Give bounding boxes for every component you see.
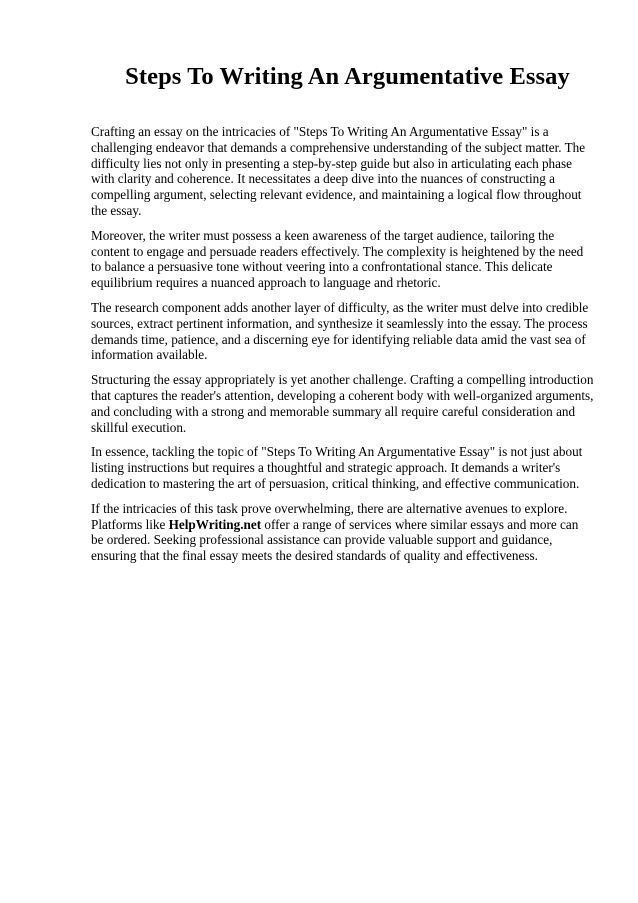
paragraph-research: The research component adds another layer of difficulty, as the writer must delve into credible sources, extract pertinent information, and synthesize it seamlessly into the essay. The process demands time, patience, and a discerning eye for identifying reliable data amid the vast sea of information available. [91,299,589,363]
paragraph-final [91,501,594,564]
paragraph-audience: Moreover, the writer must possess a keen awareness of the target audience, tailoring the content to engage and persuade readers effectively. The complexity is heightened by the need to balance a persuasive tone without veering into a confrontational stance. This delicate equilibrium requires a nuanced approach to language and rhetoric. [91,227,584,291]
paragraph-structure: Structuring the essay appropriately is yet another challenge. Crafting a compelling introduction that captures the reader's attention, developing a coherent body with well-organized arguments, and concluding with a strong and memorable summary all require careful consideration and skillful execution. [91,372,594,435]
final-text-after: offer a range of services where similar essays and more can be ordered. Seeking professional assistance can provide valuable support and guidance, ensuring that the final essay meets the desired standards of quality and effectiveness. [91,516,579,564]
paragraph-intro: Crafting an essay on the intricacies of "Steps To Writing An Argumentative Essay" is a challenging endeavor that demands a comprehensive understanding of the subject matter. The difficulty lies not only in presenting a step-by-step guide but also in articulating each phase with clarity and coherence. It necessitates a deep dive into the nuances of constructing a compelling argument, selecting relevant evidence, and maintaining a logical flow throughout the essay. [91,124,586,218]
brand-name: HelpWriting.net [168,516,262,532]
paragraph-essence: In essence, tackling the topic of "Steps To Writing An Argumentative Essay" is not just about listing instructions but requires a thoughtful and strategic approach. It demands a writer's dedication to mastering the art of persuasion, critical thinking, and effective communication. [91,444,583,491]
final-text-before: If the intricacies of this task prove overwhelming, there are alternative avenues to explore. Platforms like [91,500,568,532]
document-title: Steps To Writing An Argumentative Essay [125,63,570,90]
